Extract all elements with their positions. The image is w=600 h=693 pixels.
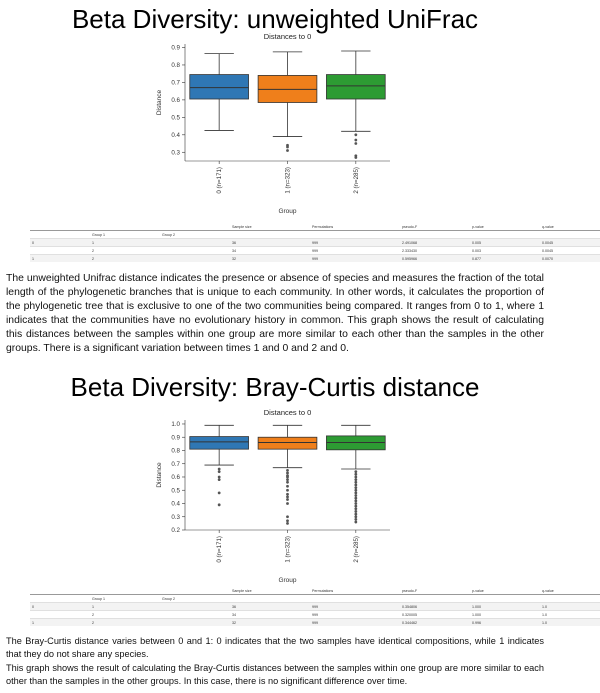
table-cell: 1.0 xyxy=(540,619,600,627)
x-axis-label: Group xyxy=(278,577,297,584)
chart-title: Distances to 0 xyxy=(263,408,312,417)
outlier-point xyxy=(354,481,357,484)
unifrac-description: The unweighted Unifrac distance indicates the presence or absence of species and measures the fraction of the total length of the phylogenetic branches that is unique to each community. In other words, it calculates the proportion of the phylogenetic tree that is exclusive to one of the two communities being compared. It ranges from 0 to 1, where 1 indicates that the communities have no evolutionary history in common. This graph shows the result of calculating this distances between the samples within one group are more similar to each other than the samples in the other groups. There is a significant variation between times 1 and 0 and 2 and 0. xyxy=(6,273,544,354)
unifrac-stats-table xyxy=(30,223,600,262)
table-cell: 1.000 xyxy=(470,611,540,619)
table-cell xyxy=(160,239,230,247)
bray-curtis-description-2: This graph shows the result of calculating the Bray-Curtis distances between the samples within one group are more similar to each other than the samples in the other groups. In this case, there is no significant difference over time. xyxy=(6,663,544,686)
y-tick-label: 0.6 xyxy=(171,97,180,105)
table-cell: 0.0045 xyxy=(540,239,600,247)
table-cell: 0 xyxy=(30,603,90,611)
table-cell xyxy=(160,255,230,263)
outlier-point xyxy=(354,507,357,510)
y-tick-label: 0.7 xyxy=(171,460,180,468)
table-cell: Sample size xyxy=(230,587,310,595)
table-cell xyxy=(90,587,160,595)
outlier-point xyxy=(286,495,289,498)
y-tick-label: 0.8 xyxy=(171,447,180,455)
table-cell: 2 xyxy=(90,619,160,627)
outlier-point xyxy=(286,469,289,472)
outlier-point xyxy=(218,503,221,506)
table-cell xyxy=(160,587,230,595)
x-tick-label: 2 (n=285) xyxy=(352,167,360,194)
outlier-point xyxy=(354,499,357,502)
section-title-unifrac: Beta Diversity: unweighted UniFrac xyxy=(71,4,479,34)
table-cell: 32 xyxy=(230,619,310,627)
outlier-point xyxy=(218,491,221,494)
bray-curtis-description-1: The Bray-Curtis distance varies between 0 and 1: 0 indicates that the two samples have identical compositions, while 1 indicates that they do not share any species. xyxy=(6,636,544,659)
y-tick-label: 0.7 xyxy=(171,79,180,87)
table-cell: 1 xyxy=(90,239,160,247)
outlier-point xyxy=(354,515,357,518)
x-tick-label: 0 (n=171) xyxy=(216,167,224,194)
outlier-point xyxy=(286,498,289,501)
outlier-point xyxy=(354,518,357,521)
table-row xyxy=(30,603,600,611)
table-cell: 0.996 xyxy=(470,619,540,627)
table-cell: Sample size xyxy=(230,223,310,231)
bray-curtis-boxplot xyxy=(150,406,400,584)
box-0 xyxy=(190,75,249,99)
x-axis-label: Group xyxy=(278,208,297,215)
table-cell xyxy=(160,619,230,627)
table-cell: 0 xyxy=(30,239,90,247)
chart-title: Distances to 0 xyxy=(263,32,312,41)
outlier-point xyxy=(286,493,289,496)
table-cell: 0.005 xyxy=(470,239,540,247)
table-cell xyxy=(160,247,230,255)
table-cell: 34 xyxy=(230,247,310,255)
outlier-point xyxy=(354,489,357,492)
outlier-point xyxy=(354,502,357,505)
outlier-point xyxy=(354,484,357,487)
table-cell: q-value xyxy=(540,223,600,231)
table-cell: 999 xyxy=(310,247,400,255)
table-cell: 999 xyxy=(310,611,400,619)
table-row xyxy=(30,255,600,263)
x-tick-label: 1 (n=323) xyxy=(284,536,292,563)
table-cell xyxy=(30,231,90,239)
table-cell xyxy=(30,611,90,619)
box-2 xyxy=(326,75,385,99)
table-cell xyxy=(400,595,470,603)
outlier-point xyxy=(218,476,221,479)
x-tick-label: 1 (n=323) xyxy=(284,167,292,194)
table-cell xyxy=(160,223,230,231)
table-cell: 999 xyxy=(310,619,400,627)
outlier-point xyxy=(286,144,289,147)
outlier-point xyxy=(354,494,357,497)
outlier-point xyxy=(354,497,357,500)
table-cell: 2 xyxy=(90,247,160,255)
y-tick-label: 0.9 xyxy=(171,44,180,52)
x-tick-label: 0 (n=171) xyxy=(216,536,224,563)
table-cell xyxy=(470,231,540,239)
y-tick-label: 0.5 xyxy=(171,487,180,495)
table-cell: 0.877 xyxy=(470,255,540,263)
bray-curtis-stats-table xyxy=(30,587,600,626)
table-cell: 32 xyxy=(230,255,310,263)
outlier-point xyxy=(354,476,357,479)
table-cell: 0.320005 xyxy=(400,611,470,619)
boxplot-svg xyxy=(150,406,400,584)
unifrac-boxplot xyxy=(150,30,400,215)
outlier-point xyxy=(286,478,289,481)
table-cell: 0.0070 xyxy=(540,255,600,263)
outlier-point xyxy=(354,133,357,136)
outlier-point xyxy=(218,470,221,473)
table-cell xyxy=(30,247,90,255)
outlier-point xyxy=(354,478,357,481)
table-cell xyxy=(90,223,160,231)
table-cell xyxy=(310,595,400,603)
y-tick-label: 0.2 xyxy=(171,527,180,535)
table-subheader-row xyxy=(30,231,600,239)
table-row xyxy=(30,239,600,247)
table-cell xyxy=(400,231,470,239)
outlier-point xyxy=(286,522,289,525)
table-cell: 2 xyxy=(90,611,160,619)
table-cell xyxy=(230,595,310,603)
table-header-row xyxy=(30,223,600,231)
table-cell: 1.000 xyxy=(470,603,540,611)
outlier-point xyxy=(354,513,357,516)
table-cell: Group 1 xyxy=(92,596,105,601)
box-1 xyxy=(258,437,317,449)
table-cell xyxy=(30,223,90,231)
outlier-point xyxy=(286,481,289,484)
table-cell: 0.0045 xyxy=(540,247,600,255)
table-cell: 2 xyxy=(90,255,160,263)
outlier-point xyxy=(218,468,221,471)
table-cell: 0.003 xyxy=(470,247,540,255)
table-cell: 2.333430 xyxy=(400,247,470,255)
outlier-point xyxy=(354,156,357,159)
table-cell: 0.344462 xyxy=(400,619,470,627)
box-0 xyxy=(190,437,249,450)
y-axis-label: Distance xyxy=(156,89,163,116)
table-cell: pseudo-F xyxy=(400,587,470,595)
outlier-point xyxy=(218,478,221,481)
table-subheader-row xyxy=(30,595,600,603)
outlier-point xyxy=(354,491,357,494)
table-row xyxy=(30,619,600,627)
table-cell: Permutations xyxy=(310,223,400,231)
outlier-point xyxy=(286,476,289,479)
table-cell: p-value xyxy=(470,587,540,595)
table-cell: pseudo-F xyxy=(400,223,470,231)
table-cell: 1 xyxy=(90,603,160,611)
y-tick-label: 0.4 xyxy=(171,132,180,140)
y-tick-label: 0.4 xyxy=(171,500,180,508)
table-cell: Group 1 xyxy=(92,232,105,237)
table-cell xyxy=(230,231,310,239)
table-cell: 1 xyxy=(30,619,90,627)
outlier-point xyxy=(354,521,357,524)
table-cell xyxy=(30,595,90,603)
table-cell xyxy=(540,231,600,239)
table-cell: p-value xyxy=(470,223,540,231)
table-cell xyxy=(160,611,230,619)
outlier-point xyxy=(354,505,357,508)
outlier-point xyxy=(286,519,289,522)
outlier-point xyxy=(286,149,289,152)
table-cell: 1.0 xyxy=(540,603,600,611)
y-axis-label: Distance xyxy=(156,462,163,488)
outlier-point xyxy=(286,485,289,488)
table-cell xyxy=(160,603,230,611)
table-row xyxy=(30,247,600,255)
outlier-point xyxy=(354,473,357,476)
table-cell: 999 xyxy=(310,255,400,263)
outlier-point xyxy=(286,472,289,475)
outlier-point xyxy=(354,510,357,513)
table-cell: 36 xyxy=(230,603,310,611)
table-cell: Group 2 xyxy=(162,596,175,601)
table-cell: 1 xyxy=(30,255,90,263)
table-cell: 0.595966 xyxy=(400,255,470,263)
y-tick-label: 0.3 xyxy=(171,513,180,521)
table-cell: 1.0 xyxy=(540,611,600,619)
outlier-point xyxy=(354,142,357,145)
table-cell: Permutations xyxy=(310,587,400,595)
table-cell xyxy=(470,595,540,603)
y-tick-label: 0.6 xyxy=(171,474,180,482)
table-row xyxy=(30,611,600,619)
outlier-point xyxy=(286,489,289,492)
y-tick-label: 0.3 xyxy=(171,149,180,157)
y-tick-label: 1.0 xyxy=(171,421,180,429)
outlier-point xyxy=(354,470,357,473)
section-title-bray-curtis: Beta Diversity: Bray-Curtis distance xyxy=(70,372,480,402)
outlier-point xyxy=(286,502,289,505)
table-cell xyxy=(30,587,90,595)
y-tick-label: 0.9 xyxy=(171,434,180,442)
y-tick-label: 0.5 xyxy=(171,114,180,122)
table-cell xyxy=(310,231,400,239)
table-cell: 2.491068 xyxy=(400,239,470,247)
table-cell: Group 2 xyxy=(162,232,175,237)
outlier-point xyxy=(354,139,357,142)
boxplot-svg xyxy=(150,30,400,215)
x-tick-label: 2 (n=285) xyxy=(352,536,360,563)
table-cell: 0.354806 xyxy=(400,603,470,611)
table-cell: 36 xyxy=(230,239,310,247)
table-cell xyxy=(540,595,600,603)
table-cell: 34 xyxy=(230,611,310,619)
table-header-row xyxy=(30,587,600,595)
table-cell: q-value xyxy=(540,587,600,595)
y-tick-label: 0.8 xyxy=(171,62,180,70)
outlier-point xyxy=(286,515,289,518)
table-cell: 999 xyxy=(310,603,400,611)
outlier-point xyxy=(354,486,357,489)
table-cell: 999 xyxy=(310,239,400,247)
